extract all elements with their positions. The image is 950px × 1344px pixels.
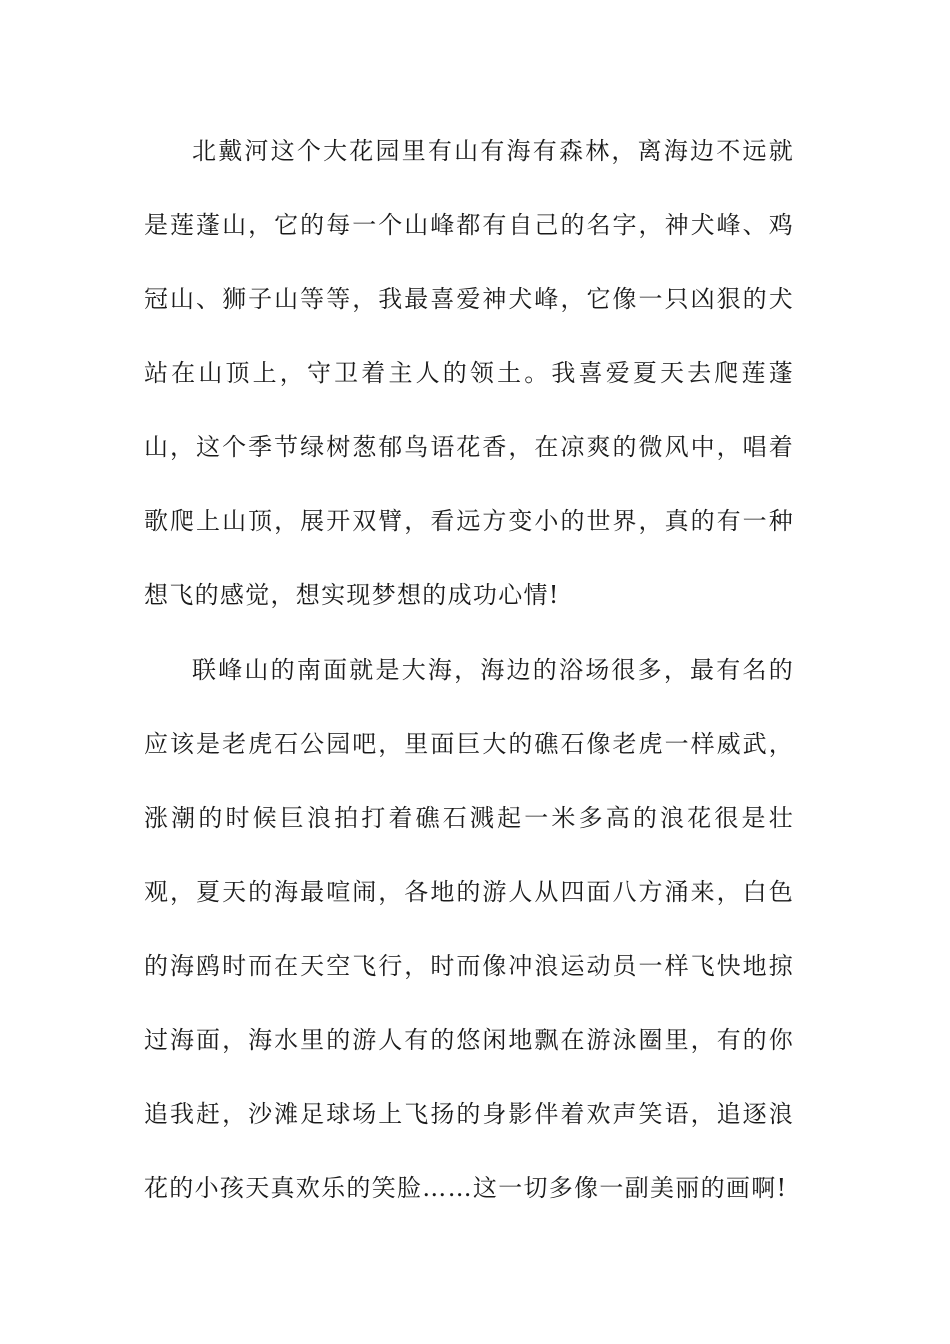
paragraph-beidaihe-mountains: 北戴河这个大花园里有山有海有森林，离海边不远就是莲蓬山，它的每一个山峰都有自己的名字，神犬峰、鸡冠山、狮子山等等，我最喜爱神犬峰，它像一只凶狠的犬站在山顶上，守卫着主人的领土。我喜爱夏天去爬莲蓬山，这个季节绿树葱郁鸟语花香，在凉爽的微风中，唱着歌爬上山顶，展开双臂，看远方变小的世界，真的有一种想飞的感觉，想实现梦想的成功心情! <box>144 137 794 609</box>
paragraph-beidaihe-sea: 联峰山的南面就是大海，海边的浴场很多，最有名的应该是老虎石公园吧，里面巨大的礁石像老虎一样威武，涨潮的时候巨浪拍打着礁石溅起一米多高的浪花很是壮观，夏天的海最喧闹，各地的游人从四面八方涌来，白色的海鸥时而在天空飞行，时而像冲浪运动员一样飞快地掠过海面，海水里的游人有的悠闲地飘在游泳圈里，有的你追我赶，沙滩足球场上飞扬的身影伴着欢声笑语，追逐浪花的小孩天真欢乐的笑脸……这一切多像一副美丽的画啊! <box>144 656 794 1202</box>
